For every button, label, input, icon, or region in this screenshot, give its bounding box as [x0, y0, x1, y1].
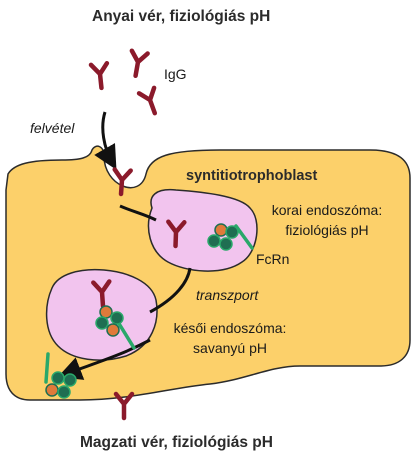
early-endosome-label-line1: korai endoszóma: — [271, 202, 383, 218]
early-endosome-label — [252, 200, 402, 240]
uptake-label: felvétel — [30, 120, 75, 136]
fcrn-label: FcRn — [256, 251, 290, 267]
igg-antibody-icon — [139, 88, 162, 116]
maternal-blood-title: Anyai vér, fiziológiás pH — [92, 8, 271, 25]
late-endosome-label-line1: késői endoszóma: — [173, 320, 287, 336]
syncytiotrophoblast-cell — [6, 146, 410, 400]
fetal-blood-title: Magzati vér, fiziológiás pH — [80, 434, 273, 451]
igg-antibody-icon — [128, 51, 148, 77]
cell-label: syntitiotrophoblast — [186, 168, 318, 184]
late-endosome-label — [150, 318, 310, 358]
late-endosome-label-line2: savanyú pH — [193, 340, 267, 356]
transport-label: transzport — [196, 287, 259, 303]
early-endosome-label-line2: fiziológiás pH — [285, 222, 369, 238]
igg-label: IgG — [164, 66, 187, 82]
igg-antibody-icon — [91, 63, 109, 89]
